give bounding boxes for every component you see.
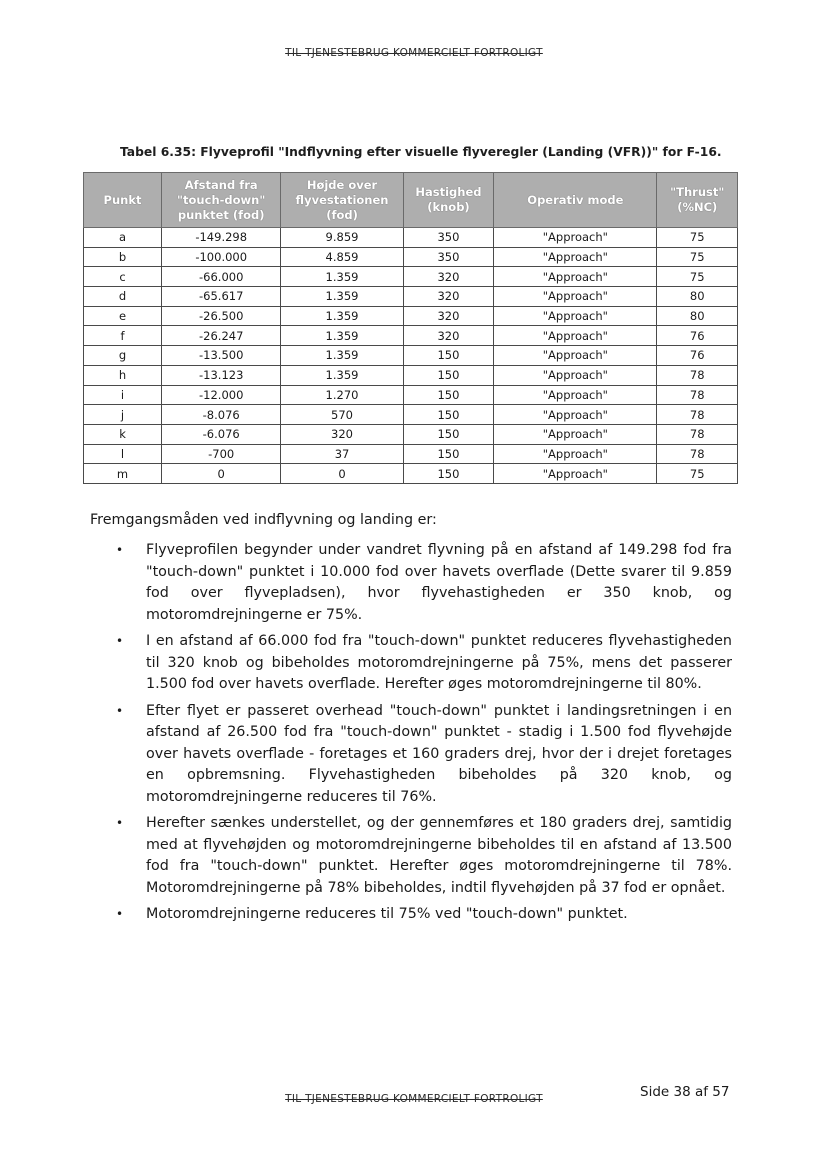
table-row — [84, 326, 738, 346]
table-caption: Tabel 6.35: Flyveprofil "Indflyvning efter visuelle flyveregler (Landing (VFR))" for F-16. — [120, 145, 722, 159]
cell-thrust: 78 — [657, 405, 738, 425]
cell-operativ-mode: "Approach" — [494, 228, 657, 248]
cell-hojde: 1.359 — [281, 365, 403, 385]
cell-hastighed: 350 — [403, 247, 494, 267]
cell-punkt: g — [84, 346, 162, 366]
cell-punkt: j — [84, 405, 162, 425]
cell-punkt: a — [84, 228, 162, 248]
cell-hojde: 37 — [281, 444, 403, 464]
cell-afstand: -26.247 — [162, 326, 281, 346]
cell-thrust: 76 — [657, 326, 738, 346]
cell-hastighed: 150 — [403, 444, 494, 464]
cell-hojde: 320 — [281, 424, 403, 444]
table-row — [84, 464, 738, 484]
cell-hastighed: 150 — [403, 405, 494, 425]
cell-punkt: k — [84, 424, 162, 444]
bullet-dot-icon: • — [116, 634, 124, 648]
cell-hojde: 1.270 — [281, 385, 403, 405]
cell-punkt: c — [84, 267, 162, 287]
cell-afstand: -8.076 — [162, 405, 281, 425]
bullet-text: Herefter sænkes understellet, og der gennemføres et 180 graders drej, samtidig med at flyvehøjden og motoromdrejningerne bibeholdes til en afstand af 13.500 fod fra "touch-down" punktet. Herefter øges motoromdrejningerne til 78%. Motoromdrejningerne på 78% bibeholdes, indtil flyvehøjden på 37 fod er opnået. — [146, 815, 732, 896]
cell-afstand: -66.000 — [162, 267, 281, 287]
cell-thrust: 78 — [657, 385, 738, 405]
table-row — [84, 405, 738, 425]
cell-thrust: 78 — [657, 424, 738, 444]
cell-punkt: d — [84, 287, 162, 307]
cell-operativ-mode: "Approach" — [494, 444, 657, 464]
header-operativ-mode: Operativ mode — [494, 173, 657, 228]
cell-operativ-mode: "Approach" — [494, 267, 657, 287]
cell-hojde: 0 — [281, 464, 403, 484]
cell-thrust: 75 — [657, 267, 738, 287]
bullet-item — [90, 904, 732, 926]
cell-hojde: 1.359 — [281, 267, 403, 287]
cell-hojde: 1.359 — [281, 326, 403, 346]
bullet-item — [90, 701, 732, 809]
table-body — [84, 228, 738, 484]
bullet-dot-icon: • — [116, 703, 124, 718]
cell-hastighed: 320 — [403, 287, 494, 307]
cell-afstand: -13.500 — [162, 346, 281, 366]
bullet-list — [90, 535, 732, 926]
cell-hojde: 1.359 — [281, 306, 403, 326]
cell-afstand: -12.000 — [162, 385, 281, 405]
cell-operativ-mode: "Approach" — [494, 464, 657, 484]
cell-thrust: 75 — [657, 247, 738, 267]
bullet-text: I en afstand af 66.000 fod fra "touch-down" punktet reduceres flyvehastigheden til 320 knob og bibeholdes motoromdrejningerne på 75%, mens det passerer 1.500 fod over havets overflade. Herefter øges motoromdrejningerne til 80%. — [146, 633, 732, 692]
cell-afstand: -65.617 — [162, 287, 281, 307]
cell-punkt: h — [84, 365, 162, 385]
flight-profile-table — [83, 172, 738, 484]
cell-operativ-mode: "Approach" — [494, 346, 657, 366]
cell-punkt: b — [84, 247, 162, 267]
cell-thrust: 80 — [657, 306, 738, 326]
cell-punkt: i — [84, 385, 162, 405]
bullet-item — [90, 631, 732, 696]
cell-hojde: 1.359 — [281, 346, 403, 366]
cell-thrust: 75 — [657, 228, 738, 248]
header-punkt: Punkt — [84, 173, 162, 228]
cell-operativ-mode: "Approach" — [494, 424, 657, 444]
cell-afstand: -100.000 — [162, 247, 281, 267]
cell-thrust: 78 — [657, 365, 738, 385]
cell-punkt: m — [84, 464, 162, 484]
bullet-item — [90, 813, 732, 899]
cell-afstand: 0 — [162, 464, 281, 484]
cell-thrust: 78 — [657, 444, 738, 464]
cell-operativ-mode: "Approach" — [494, 365, 657, 385]
cell-afstand: -26.500 — [162, 306, 281, 326]
cell-hojde: 1.359 — [281, 287, 403, 307]
bullet-dot-icon: • — [116, 543, 124, 557]
cell-thrust: 75 — [657, 464, 738, 484]
table-row — [84, 346, 738, 366]
cell-hastighed: 150 — [403, 385, 494, 405]
cell-afstand: -13.123 — [162, 365, 281, 385]
cell-punkt: l — [84, 444, 162, 464]
cell-punkt: f — [84, 326, 162, 346]
bullet-dot-icon: • — [116, 816, 124, 830]
table-row — [84, 385, 738, 405]
footer-classification: TIL TJENESTEBRUG KOMMERCIELT FORTROLIGT — [285, 1093, 543, 1105]
header-afstand: Afstand fra "touch-down" punktet (fod) — [162, 173, 281, 228]
cell-operativ-mode: "Approach" — [494, 247, 657, 267]
bullet-text: Flyveprofilen begynder under vandret flyvning på en afstand af 149.298 fod fra "touch-down" punktet i 10.000 fod over havets overflade (Dette svarer til 9.859 fod over flyvepladsen), hvor flyvehastigheden er 350 knob, og motoromdrejningerne er 75%. — [146, 542, 732, 623]
bullet-text: Motoromdrejningerne reduceres til 75% ved "touch-down" punktet. — [146, 906, 628, 922]
bullet-text: Efter flyet er passeret overhead "touch-down" punktet i landingsretningen i en afstand af 26.500 fod fra "touch-down" punktet - stadig i 1.500 fod flyvehøjde over havets overflade - foretages et 160 graders drej, hvor der i drejet foretages en opbremsning. Flyvehastigheden bibeholdes på 320 knob, og motoromdrejningerne reduceres til 76%. — [146, 702, 732, 805]
cell-hojde: 4.859 — [281, 247, 403, 267]
table-row — [84, 424, 738, 444]
cell-operativ-mode: "Approach" — [494, 306, 657, 326]
table-header-row — [84, 173, 738, 228]
cell-hastighed: 150 — [403, 424, 494, 444]
cell-hastighed: 320 — [403, 306, 494, 326]
cell-afstand: -6.076 — [162, 424, 281, 444]
bullet-dot-icon: • — [116, 907, 124, 921]
table-row — [84, 267, 738, 287]
table-row — [84, 306, 738, 326]
cell-thrust: 80 — [657, 287, 738, 307]
cell-hastighed: 150 — [403, 346, 494, 366]
cell-hastighed: 320 — [403, 326, 494, 346]
table-row — [84, 444, 738, 464]
cell-hastighed: 320 — [403, 267, 494, 287]
cell-operativ-mode: "Approach" — [494, 385, 657, 405]
header-classification: TIL TJENESTEBRUG KOMMERCIELT FORTROLIGT — [285, 47, 543, 59]
cell-afstand: -700 — [162, 444, 281, 464]
cell-thrust: 76 — [657, 346, 738, 366]
table-row — [84, 287, 738, 307]
cell-hojde: 570 — [281, 405, 403, 425]
cell-operativ-mode: "Approach" — [494, 326, 657, 346]
header-thrust: "Thrust" (%NC) — [657, 173, 738, 228]
cell-operativ-mode: "Approach" — [494, 287, 657, 307]
page-number: Side 38 af 57 — [640, 1084, 730, 1100]
table-row — [84, 365, 738, 385]
bullet-item — [90, 540, 732, 626]
intro-text: Fremgangsmåden ved indflyvning og landing er: — [90, 512, 437, 528]
cell-hojde: 9.859 — [281, 228, 403, 248]
cell-hastighed: 350 — [403, 228, 494, 248]
cell-punkt: e — [84, 306, 162, 326]
cell-afstand: -149.298 — [162, 228, 281, 248]
cell-operativ-mode: "Approach" — [494, 405, 657, 425]
table-row — [84, 247, 738, 267]
cell-hastighed: 150 — [403, 464, 494, 484]
cell-hastighed: 150 — [403, 365, 494, 385]
header-hojde: Højde over flyvestationen (fod) — [281, 173, 403, 228]
header-hastighed: Hastighed (knob) — [403, 173, 494, 228]
table-row — [84, 228, 738, 248]
